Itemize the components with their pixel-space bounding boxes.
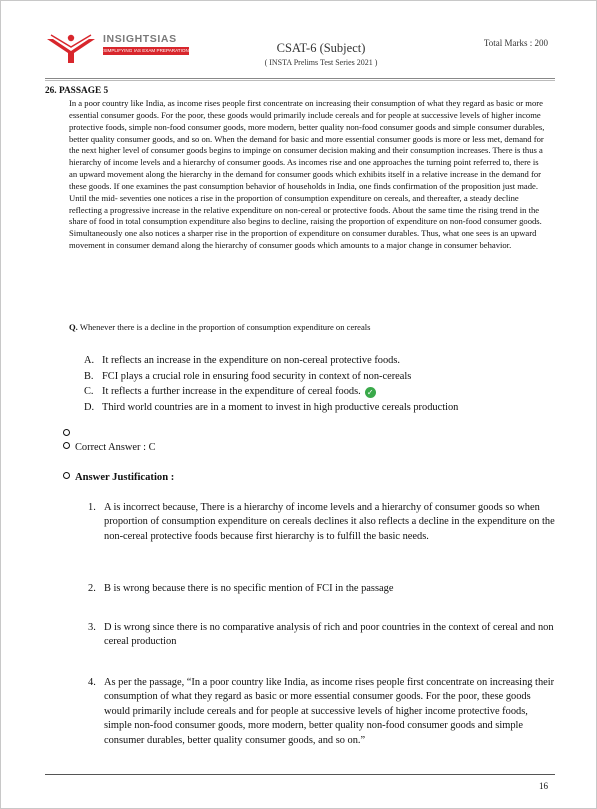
option-d xyxy=(84,400,564,416)
justification-heading xyxy=(63,472,174,483)
justification-item xyxy=(88,676,558,748)
option-text: It reflects an increase in the expenditure on non-cereal protective foods. xyxy=(102,355,401,366)
option-label: A. xyxy=(84,355,95,366)
justification-item xyxy=(88,501,558,544)
logo-name: INSIGHTSIAS xyxy=(103,33,177,45)
page-number: 16 xyxy=(539,781,548,791)
footer-divider xyxy=(45,774,555,775)
justification-number: 4. xyxy=(88,677,96,688)
header-divider xyxy=(45,78,555,79)
header-divider-secondary xyxy=(45,80,555,81)
total-marks: Total Marks : 200 xyxy=(483,38,548,48)
bullet-icon xyxy=(63,429,70,436)
bullet-icon xyxy=(63,472,70,479)
option-c xyxy=(84,384,564,400)
justification-text: A is incorrect because, There is a hierarchy of income levels and a hierarchy of consumer goods so when proportion of consumption expenditure on cereals declines it also reflects a decline in the expenditure on the non-cereal protective foods because first hierarchy is to fulfill the basic needs. xyxy=(104,502,555,542)
option-label: C. xyxy=(84,386,94,398)
question-label: Q. xyxy=(69,322,78,332)
justification-text: D is wrong since there is no comparative analysis of rich and poor countries in the context of cereal and non cereal production xyxy=(104,622,554,648)
justification-item xyxy=(88,621,558,650)
question-heading xyxy=(45,86,108,96)
passage-title: PASSAGE 5 xyxy=(58,86,109,96)
option-text: Third world countries are in a moment to invest in high productive cereals production xyxy=(102,402,459,414)
question-number: 26. xyxy=(45,86,57,96)
empty-bullet xyxy=(63,429,75,440)
option-label: B. xyxy=(84,370,94,382)
option-label: D. xyxy=(84,402,95,414)
option-a xyxy=(84,353,564,369)
option-text: FCI plays a crucial role in ensuring food security in context of non-cereals xyxy=(102,370,412,382)
answer-options xyxy=(84,353,564,416)
logo-tagline: SIMPLIFYING IAS EXAM PREPARATION xyxy=(103,48,189,53)
correct-answer-text: Correct Answer : C xyxy=(75,442,156,453)
passage-text: In a poor country like India, as income rises people first concentrate on increasing their consumption of what they regard as basic or more essential consumer goods. For the poor, these goods would primarily include cereals and for people at successive levels of higher income protective foods, simple non-food consumer goods, more modern, better quality non-food consumer goods and simple consumer durables, better quality consumer goods, and so on. When the demand for basic and more essential consumer goods is more or less met, demand for the next higher level of consumer goods begins to impinge on consumer decision making and their consumption increases. There is thus a hierarchy of income levels and a hierarchy of consumer goods. As incomes rise and one approaches the turning point referred to, there is an upward movement along the hierarchy in the demand for consumer goods which exhibits itself in a relative increase in the demand for these goods. If one examines the past consumption behavior of households in India, one finds confirmation of the proposition just made. Until the mid- seventies one notices a rise in the proportion of consumption expenditure on cereals, and thereafter, a steady decline reflecting a progressive increase in the relative expenditure on non-cereal or protective foods. About the same time the rising trend in the share of food in total consumption expenditure also begins to decline, raising the proportion of expenditure on non-food consumer goods. Simultaneously one also notices a sharper rise in the proportion of expenditure on consumer durables. Thus, what one sees is an upward movement in consumer demand along the hierarchy of consumer goods which amounts to a major change in consumer behavior. xyxy=(69,98,545,251)
bullet-icon xyxy=(63,442,70,449)
justification-item xyxy=(88,582,558,596)
justification-text: As per the passage, “In a poor country like India, as income rises people first concentrate on increasing their consumption of what they regard as basic or more essential consumer goods. For the poor, these goods would primarily include cereals and for people at successive levels of higher income protective foods, simple non-food consumer goods, more modern, better quality non-food consumer goods and simple consumer durables, better quality consumer goods, and so on.” xyxy=(104,677,555,746)
justification-number: 2. xyxy=(88,583,96,594)
correct-answer xyxy=(63,442,156,453)
option-b xyxy=(84,369,564,385)
justification-number: 1. xyxy=(88,502,96,513)
test-title: CSAT-6 (Subject) xyxy=(276,41,366,55)
option-text: It reflects a further increase in the expenditure of cereal foods. xyxy=(102,386,361,398)
check-circle-icon: ✓ xyxy=(365,387,376,398)
justification-heading-text: Answer Justification : xyxy=(75,472,175,483)
question-text: Whenever there is a decline in the proportion of consumption expenditure on cereals xyxy=(79,322,371,332)
question-stem xyxy=(69,322,547,334)
logo-mark-icon xyxy=(45,33,99,63)
justification-number: 3. xyxy=(88,622,96,633)
justification-text: B is wrong because there is no specific mention of FCI in the passage xyxy=(104,583,394,594)
insightsias-logo xyxy=(45,30,195,64)
test-subtitle: ( INSTA Prelims Test Series 2021 ) xyxy=(264,58,378,67)
